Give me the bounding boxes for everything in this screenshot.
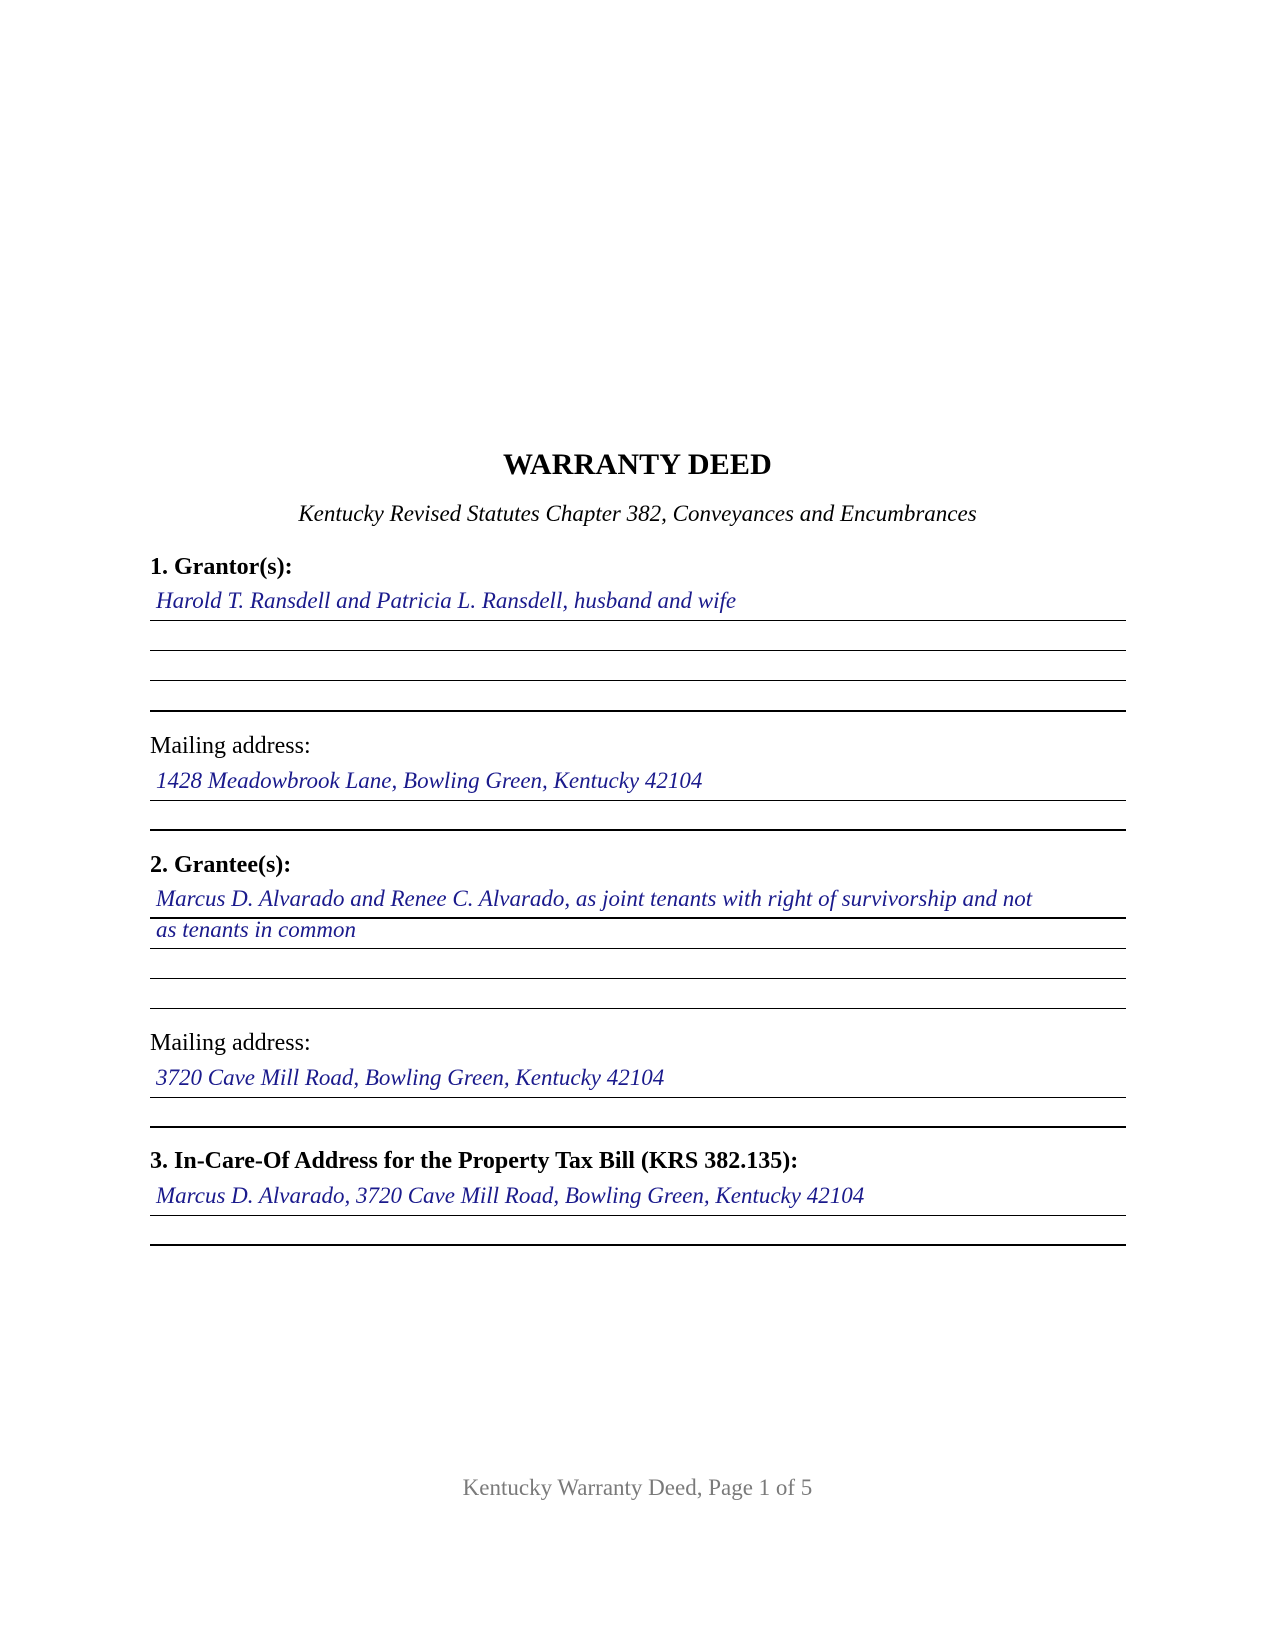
grantor-line-2 (150, 650, 1126, 651)
page-footer: Kentucky Warranty Deed, Page 1 of 5 (462, 1475, 813, 1500)
grantee-line-3 (150, 978, 1126, 979)
tax-bill-line-2 (150, 1244, 1126, 1246)
grantee-mailing-address-field[interactable]: 3720 Cave Mill Road, Bowling Green, Kentucky 42104 (156, 1065, 665, 1090)
grantor-mailing-address-field[interactable]: 1428 Meadowbrook Lane, Bowling Green, Kentucky 42104 (156, 768, 703, 793)
grantor-mailing-line-2 (150, 829, 1126, 831)
grantor-line-4 (150, 710, 1126, 712)
grantee-mailing-label: Mailing address: (150, 1030, 311, 1056)
grantee-mailing-line-1 (150, 1097, 1126, 1098)
document-subtitle: Kentucky Revised Statutes Chapter 382, Conveyances and Encumbrances (298, 501, 977, 526)
grantee-name-field-line1[interactable]: Marcus D. Alvarado and Renee C. Alvarado, as joint tenants with right of survivorship and not (156, 886, 1033, 911)
document-title: WARRANTY DEED (502, 448, 772, 481)
grantor-heading: 1. Grantor(s): (150, 554, 293, 580)
grantee-line-2 (150, 948, 1126, 949)
tax-bill-line-1 (150, 1215, 1126, 1216)
grantor-mailing-line-1 (150, 800, 1126, 801)
tax-bill-heading: 3. In-Care-Of Address for the Property Tax Bill (KRS 382.135): (150, 1148, 799, 1174)
grantee-line-4 (150, 1008, 1126, 1009)
grantor-mailing-label: Mailing address: (150, 733, 311, 759)
tax-bill-address-field[interactable]: Marcus D. Alvarado, 3720 Cave Mill Road, Bowling Green, Kentucky 42104 (156, 1183, 865, 1208)
grantee-name-field-line2[interactable]: as tenants in common (156, 917, 356, 942)
grantor-line-1 (150, 620, 1126, 621)
grantor-name-field[interactable]: Harold T. Ransdell and Patricia L. Ransdell, husband and wife (156, 588, 737, 613)
grantor-line-3 (150, 680, 1126, 681)
grantee-mailing-line-2 (150, 1126, 1126, 1128)
grantee-heading: 2. Grantee(s): (150, 852, 292, 878)
